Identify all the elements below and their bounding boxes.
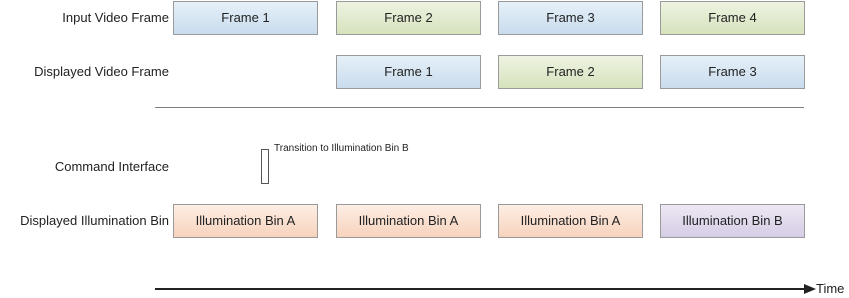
illumination-bin-box-3: Illumination Bin A — [498, 204, 643, 238]
input-video-frame-label: Input Video Frame — [62, 10, 169, 25]
time-axis-label: Time — [816, 281, 845, 296]
displayed-frame-1-box: Frame 1 — [336, 55, 481, 89]
displayed-illumination-bin-label: Displayed Illumination Bin — [20, 213, 169, 228]
displayed-frame-2-box: Frame 2 — [498, 55, 643, 89]
section-divider — [155, 107, 804, 108]
input-frame-3-box: Frame 3 — [498, 1, 643, 35]
displayed-video-frame-label: Displayed Video Frame — [34, 64, 169, 79]
illumination-bin-box-4: Illumination Bin B — [660, 204, 805, 238]
input-frame-4-box: Frame 4 — [660, 1, 805, 35]
command-interface-label: Command Interface — [54, 159, 169, 174]
illumination-bin-box-2: Illumination Bin A — [336, 204, 481, 238]
displayed-frame-3-box: Frame 3 — [660, 55, 805, 89]
input-frame-1-box: Frame 1 — [173, 1, 318, 35]
time-axis-arrow — [150, 282, 820, 296]
command-event-label: Transition to Illumination Bin B — [274, 143, 409, 154]
illumination-bin-box-1: Illumination Bin A — [173, 204, 318, 238]
input-frame-2-box: Frame 2 — [336, 1, 481, 35]
command-event-marker — [261, 149, 269, 184]
